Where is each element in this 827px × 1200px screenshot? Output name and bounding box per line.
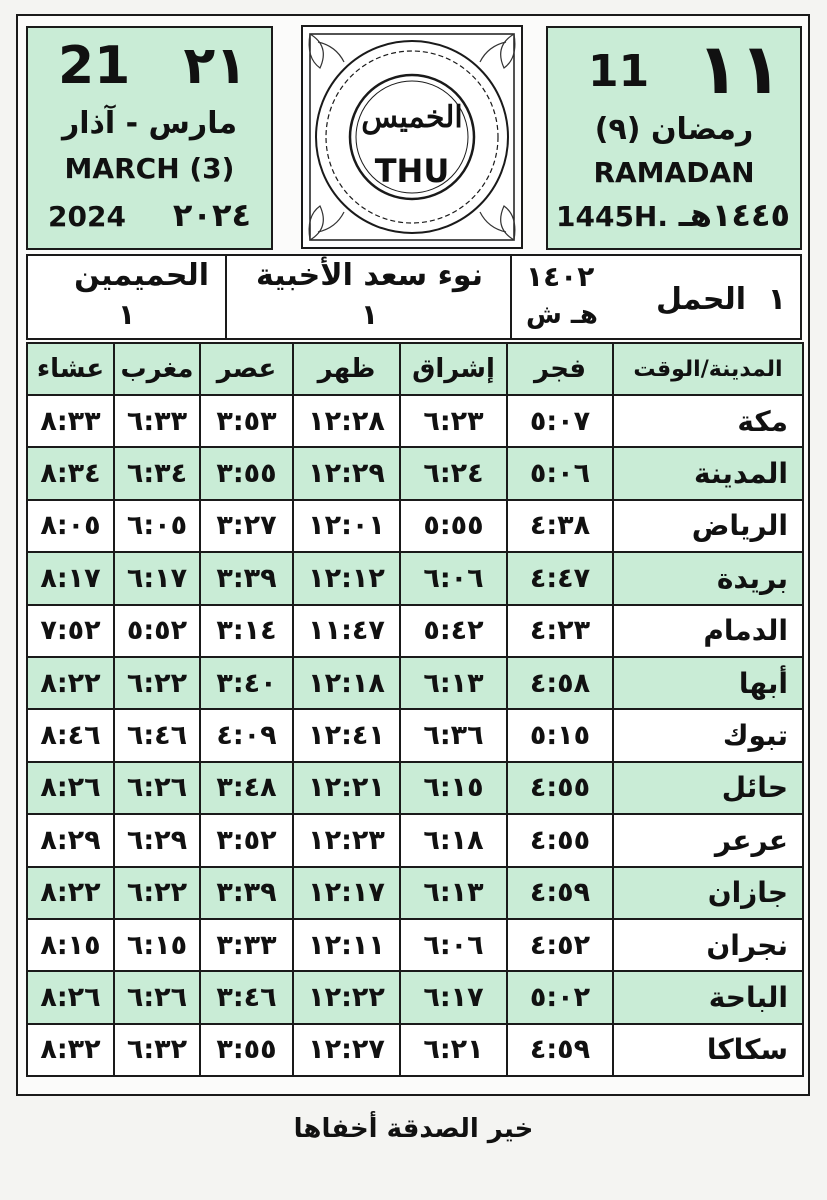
dhuhr-time: ١٢:٤١ <box>293 709 400 761</box>
hijri-date-box <box>546 26 802 250</box>
asr-time: ٣:٣٩ <box>200 867 293 919</box>
isha-time: ٨:٢٦ <box>27 762 114 814</box>
dhuhr-time: ١٢:١٧ <box>293 867 400 919</box>
fajr-time: ٤:٣٨ <box>507 500 613 552</box>
maghrib-time: ٦:٢٢ <box>114 867 200 919</box>
table-header-row <box>27 343 803 395</box>
ornament-frame-icon <box>298 22 526 252</box>
asr-time: ٣:٥٣ <box>200 395 293 447</box>
city-name: نجران <box>613 919 803 971</box>
maghrib-time: ٦:٣٤ <box>114 447 200 499</box>
day-name-arabic: الخميس <box>361 100 463 135</box>
info-row <box>26 254 802 340</box>
dhuhr-time: ١٢:٢٣ <box>293 814 400 866</box>
sunrise-time: ٦:٢٣ <box>400 395 507 447</box>
asr-time: ٣:٤٠ <box>200 657 293 709</box>
fajr-time: ٤:٥٨ <box>507 657 613 709</box>
prayer-times-table <box>26 342 804 1077</box>
city-name: الباحة <box>613 971 803 1023</box>
calendar-sheet <box>16 14 810 1096</box>
header-maghrib: مغرب <box>114 343 200 395</box>
fajr-time: ٥:٠٦ <box>507 447 613 499</box>
maghrib-time: ٦:٣٣ <box>114 395 200 447</box>
table-row <box>27 657 803 709</box>
table-row <box>27 814 803 866</box>
sunrise-time: ٦:٣٦ <box>400 709 507 761</box>
table-row <box>27 919 803 971</box>
asr-time: ٤:٠٩ <box>200 709 293 761</box>
maghrib-time: ٦:٢٦ <box>114 762 200 814</box>
sunrise-time: ٥:٤٢ <box>400 605 507 657</box>
table-row <box>27 709 803 761</box>
isha-time: ٨:٣٣ <box>27 395 114 447</box>
table-row <box>27 1024 803 1076</box>
dhuhr-time: ١٢:٠١ <box>293 500 400 552</box>
dhuhr-time: ١٢:٢٢ <box>293 971 400 1023</box>
hijri-month-latin: RAMADAN <box>593 156 755 189</box>
maghrib-time: ٦:٢٦ <box>114 971 200 1023</box>
asr-time: ٣:٥٢ <box>200 814 293 866</box>
asr-time: ٣:٤٦ <box>200 971 293 1023</box>
city-name: الدمام <box>613 605 803 657</box>
gregorian-day-arabic: ٢١ <box>183 36 247 96</box>
asr-time: ٣:٢٧ <box>200 500 293 552</box>
city-name: أبها <box>613 657 803 709</box>
gregorian-month-arabic: مارس - آذار <box>61 106 238 141</box>
maghrib-time: ٦:١٥ <box>114 919 200 971</box>
dhuhr-time: ١٢:١٢ <box>293 552 400 604</box>
header-asr: عصر <box>200 343 293 395</box>
city-name: تبوك <box>613 709 803 761</box>
table-row <box>27 500 803 552</box>
gregorian-year-latin: 2024 <box>48 200 126 233</box>
table-row <box>27 447 803 499</box>
day-name-emblem <box>298 22 526 252</box>
isha-time: ٨:٢٢ <box>27 657 114 709</box>
table-row <box>27 971 803 1023</box>
maghrib-time: ٦:٠٥ <box>114 500 200 552</box>
solar-year-abbr: هـ ش <box>526 300 598 330</box>
hijri-month-arabic: رمضان (٩) <box>594 112 754 147</box>
isha-time: ٨:١٥ <box>27 919 114 971</box>
dhuhr-time: ١٢:٢٧ <box>293 1024 400 1076</box>
dhuhr-time: ١٢:٢٩ <box>293 447 400 499</box>
dhuhr-time: ١٢:٢٨ <box>293 395 400 447</box>
fajr-time: ٤:٥٥ <box>507 814 613 866</box>
sunrise-time: ٦:٢٤ <box>400 447 507 499</box>
isha-time: ٨:٤٦ <box>27 709 114 761</box>
season-day: ١ <box>117 298 136 331</box>
sunrise-time: ٦:١٣ <box>400 867 507 919</box>
asr-time: ٣:٣٩ <box>200 552 293 604</box>
table-row <box>27 552 803 604</box>
asr-time: ٣:٥٥ <box>200 1024 293 1076</box>
isha-time: ٨:٢٦ <box>27 971 114 1023</box>
sunrise-time: ٦:٠٦ <box>400 552 507 604</box>
hijri-day-latin: 11 <box>588 46 650 97</box>
maghrib-time: ٦:٤٦ <box>114 709 200 761</box>
maghrib-time: ٦:١٧ <box>114 552 200 604</box>
isha-time: ٨:١٧ <box>27 552 114 604</box>
sunrise-time: ٦:١٨ <box>400 814 507 866</box>
fajr-time: ٥:٠٢ <box>507 971 613 1023</box>
season-name: الحميمين <box>74 258 209 293</box>
city-name: جازان <box>613 867 803 919</box>
fajr-time: ٤:٥٩ <box>507 1024 613 1076</box>
fajr-time: ٤:٥٢ <box>507 919 613 971</box>
burj-cell <box>510 256 800 338</box>
city-name: الرياض <box>613 500 803 552</box>
header-fajr: فجر <box>507 343 613 395</box>
day-name-latin: THU <box>374 152 450 190</box>
isha-time: ٧:٥٢ <box>27 605 114 657</box>
sunrise-time: ٦:٠٦ <box>400 919 507 971</box>
header-city-time: المدينة/الوقت <box>613 343 803 395</box>
isha-time: ٨:٣٢ <box>27 1024 114 1076</box>
season-cell <box>28 256 225 338</box>
maghrib-time: ٦:٢٢ <box>114 657 200 709</box>
header-dhuhr: ظهر <box>293 343 400 395</box>
solar-year: ١٤٠٢ <box>526 260 595 293</box>
gregorian-month-latin: MARCH (3) <box>64 152 235 185</box>
footer-proverb: خير الصدقة أخفاها <box>293 1114 534 1144</box>
hijri-year-arabic: ١٤٤٥هـ <box>678 196 790 234</box>
fajr-time: ٤:٤٧ <box>507 552 613 604</box>
city-name: مكة <box>613 395 803 447</box>
asr-time: ٣:٣٣ <box>200 919 293 971</box>
anwaa-day: ١ <box>360 298 379 331</box>
sunrise-time: ٦:١٣ <box>400 657 507 709</box>
maghrib-time: ٥:٥٢ <box>114 605 200 657</box>
city-name: المدينة <box>613 447 803 499</box>
gregorian-day-latin: 21 <box>58 36 131 96</box>
fajr-time: ٥:١٥ <box>507 709 613 761</box>
maghrib-time: ٦:٣٢ <box>114 1024 200 1076</box>
maghrib-time: ٦:٢٩ <box>114 814 200 866</box>
fajr-time: ٤:٥٥ <box>507 762 613 814</box>
gregorian-year-arabic: ٢٠٢٤ <box>172 196 251 234</box>
header-isha: عشاء <box>27 343 114 395</box>
sunrise-time: ٦:٢١ <box>400 1024 507 1076</box>
hijri-day-arabic: ١١ <box>696 28 782 110</box>
dhuhr-time: ١٢:١١ <box>293 919 400 971</box>
anwaa-cell <box>225 256 512 338</box>
fajr-time: ٤:٥٩ <box>507 867 613 919</box>
isha-time: ٨:٢٢ <box>27 867 114 919</box>
asr-time: ٣:٥٥ <box>200 447 293 499</box>
burj-name: الحمل <box>655 282 746 317</box>
asr-time: ٣:٤٨ <box>200 762 293 814</box>
hijri-year-latin: 1445H. <box>556 200 668 233</box>
burj-day: ١ <box>767 282 786 317</box>
isha-time: ٨:٣٤ <box>27 447 114 499</box>
city-name: بريدة <box>613 552 803 604</box>
city-name: سكاكا <box>613 1024 803 1076</box>
fajr-time: ٥:٠٧ <box>507 395 613 447</box>
table-row <box>27 762 803 814</box>
sunrise-time: ٥:٥٥ <box>400 500 507 552</box>
dhuhr-time: ١٢:١٨ <box>293 657 400 709</box>
dhuhr-time: ١٢:٢١ <box>293 762 400 814</box>
table-row <box>27 395 803 447</box>
isha-time: ٨:٠٥ <box>27 500 114 552</box>
city-name: حائل <box>613 762 803 814</box>
header-sunrise: إشراق <box>400 343 507 395</box>
anwaa-name: نوء سعد الأخبية <box>256 258 483 293</box>
asr-time: ٣:١٤ <box>200 605 293 657</box>
sunrise-time: ٦:١٥ <box>400 762 507 814</box>
dhuhr-time: ١١:٤٧ <box>293 605 400 657</box>
isha-time: ٨:٢٩ <box>27 814 114 866</box>
gregorian-date-box <box>26 26 273 250</box>
sunrise-time: ٦:١٧ <box>400 971 507 1023</box>
fajr-time: ٤:٢٣ <box>507 605 613 657</box>
city-name: عرعر <box>613 814 803 866</box>
table-row <box>27 867 803 919</box>
table-row <box>27 605 803 657</box>
